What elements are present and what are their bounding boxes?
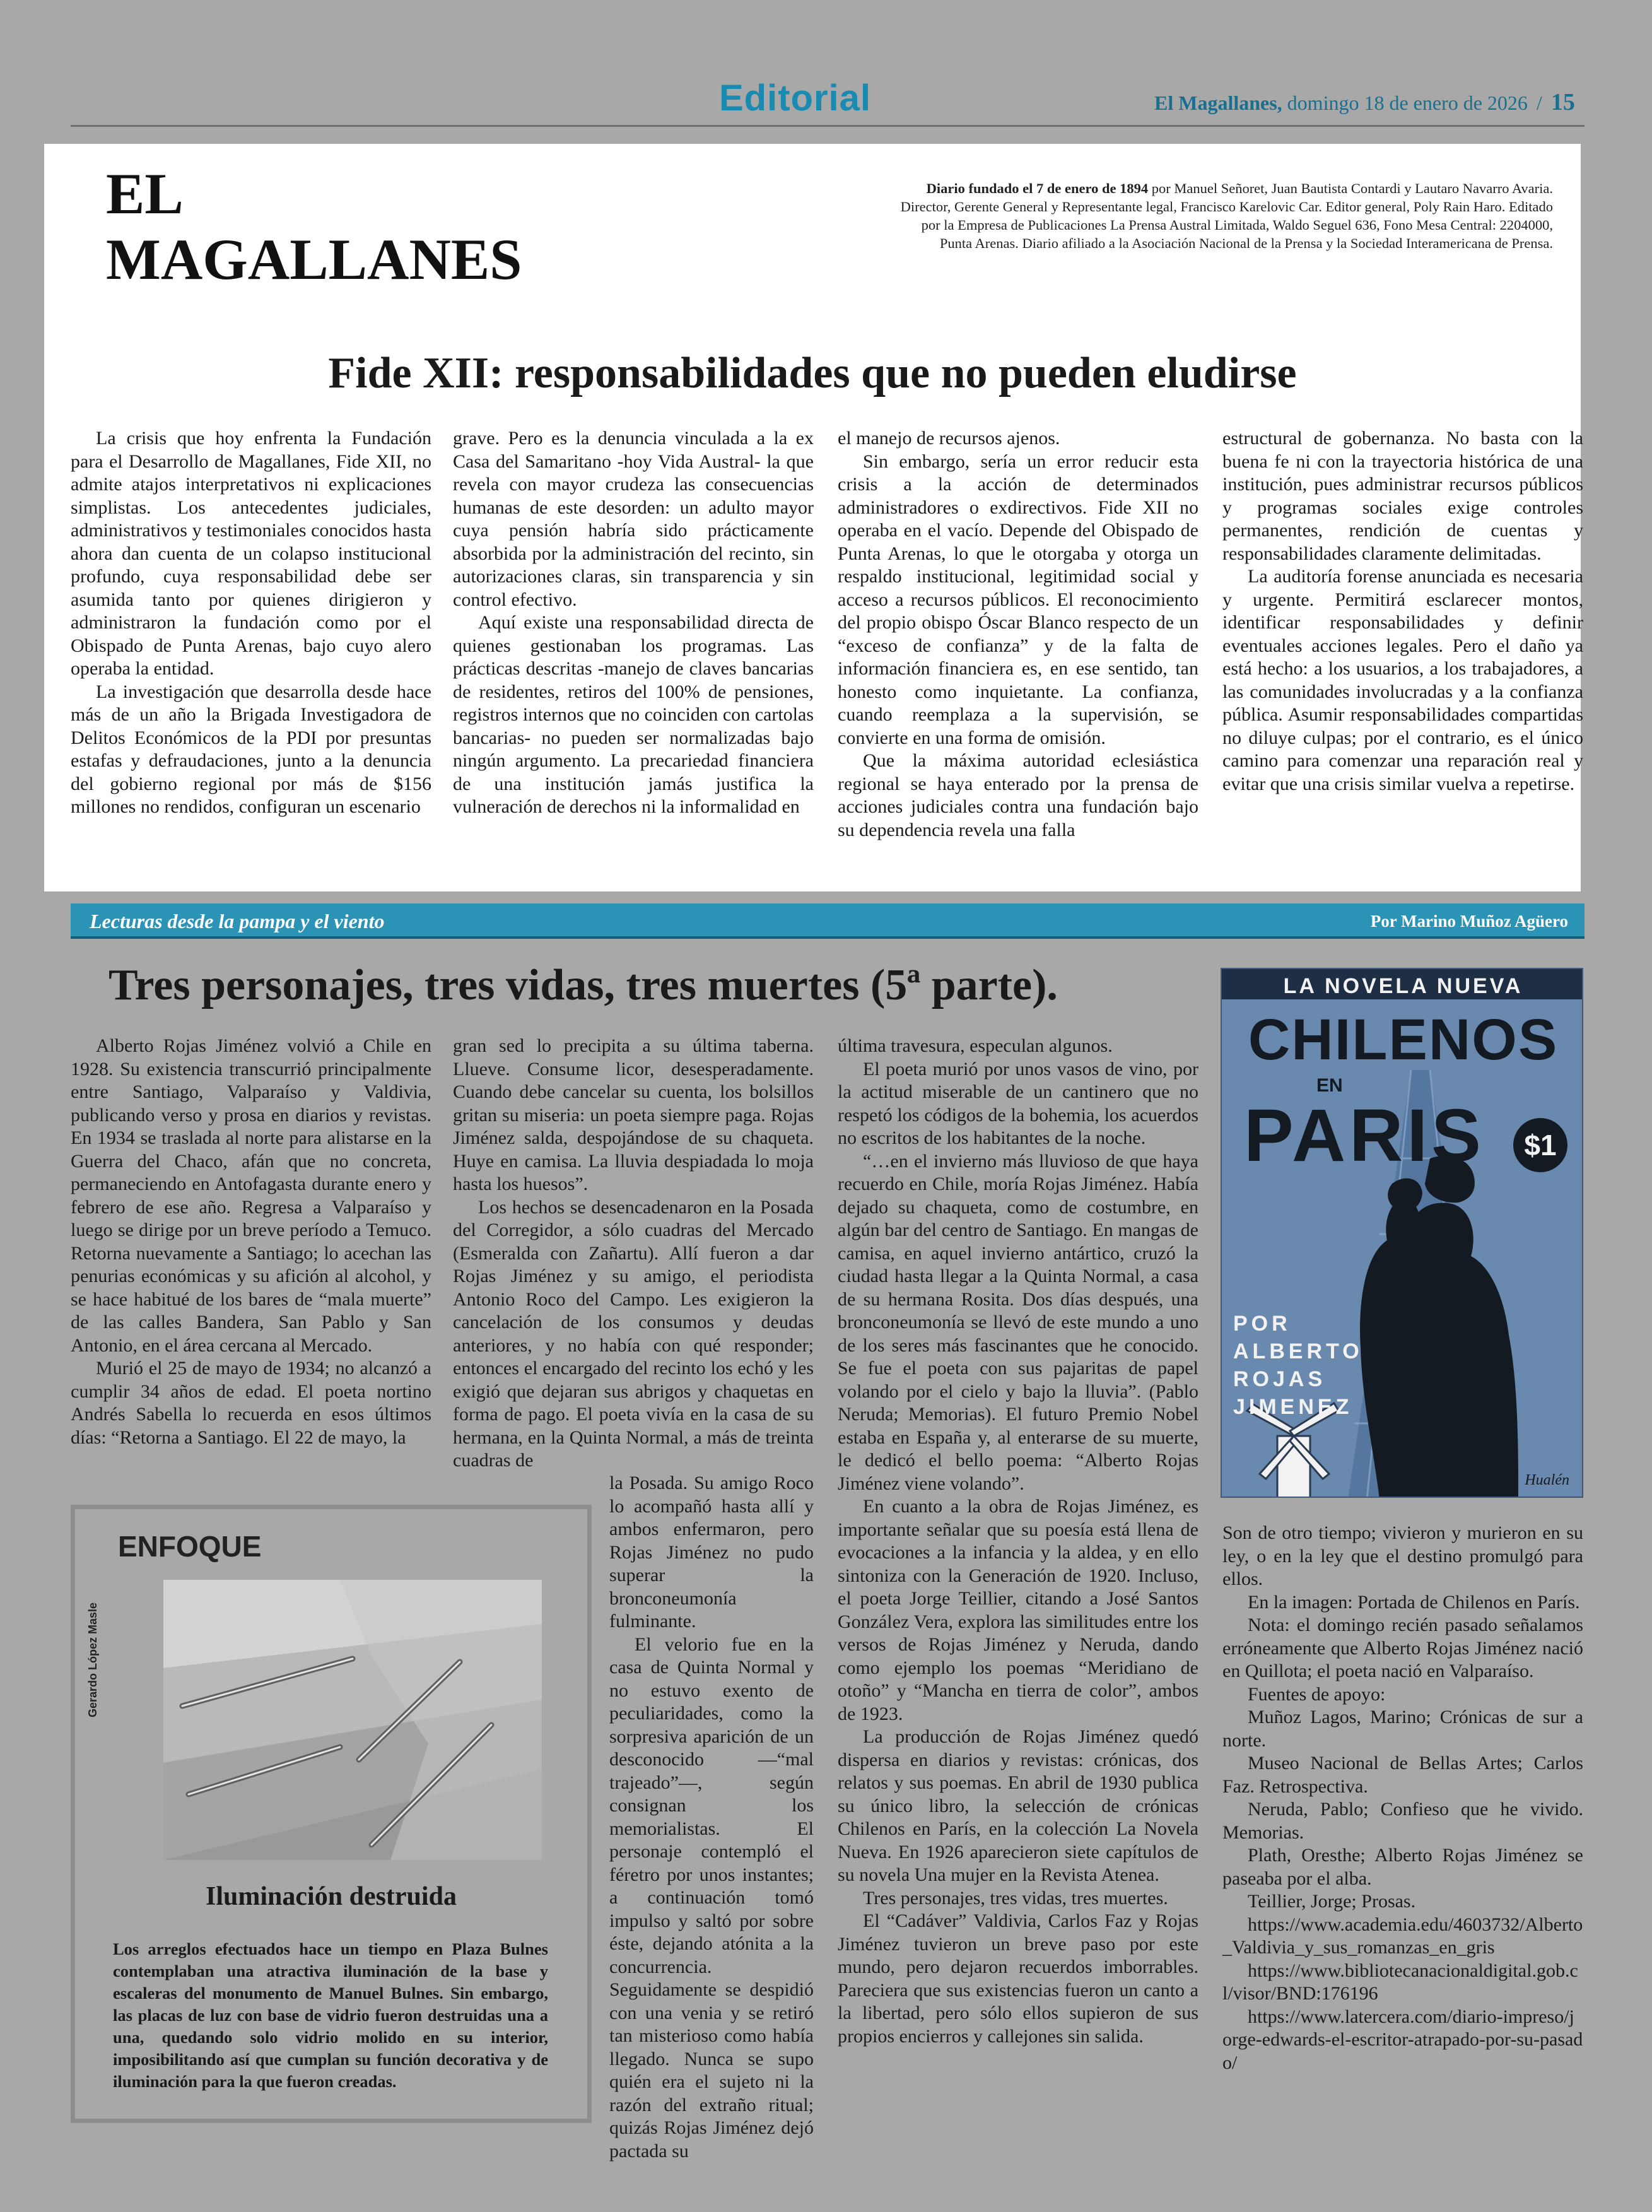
cover-title-1: CHILENOS bbox=[1248, 1008, 1559, 1072]
paragraph: Alberto Rojas Jiménez volvió a Chile en 1928. Su existencia transcurrió principalmente entre Santiago, Valparaíso y Valdivia, publicando verso y prosa en diarios y revistas. En 1934 se traslada al norte para alistarse en la Guerra del Chaco, afán que no concreta, permaneciendo en Antofagasta durante enero y febrero de ese año. Regresa a Valparaíso y luego se dirige por un breve período a Temuco. Retorna nuevamente a Santiago; lo acechan las penurias económicas y su afición al alcohol, y se hace habitué de los bares de “mala muerte” de las calles Bandera, San Pablo y San Antonio, en el área cercana al Mercado. bbox=[71, 1035, 431, 1356]
paragraph: Sin embargo, sería un error reducir esta crisis a la acción de determinados administradores o exdirectivos. Fide XII no operaba en el vacío. Depende del Obispado de Punta Arenas, lo que le otorgaba y otorga un respaldo institucional, legitimidad social y acceso a recursos públicos. El reconocimiento del propio obispo Óscar Blanco respecto de un “exceso de confianza” y de la falta de información financiera es, en ese sentido, tan honesto como inquietante. La confianza, cuando reemplaza a la supervisión, se convierte en una forma de omisión. bbox=[838, 450, 1198, 748]
paragraph: Aquí existe una responsabilidad directa de quienes gestionaban los programas. Las prácticas descritas -manejo de claves bancarias de residentes, retiros del 100% de pensiones, registros internos que no coinciden con cartolas bancarias- no pueden ser normalizadas bajo ningún argumento. La precariedad financiera de una institución jamás justifica la vulneración de derechos ni la informalidad en bbox=[453, 612, 814, 817]
editorial-col-3 bbox=[838, 427, 1198, 842]
article-headline: Tres personajes, tres vidas, tres muertes (5ª parte). bbox=[108, 961, 1058, 1009]
paragraph: Fuentes de apoyo: bbox=[1248, 1683, 1386, 1705]
editorial-headline: Fide XII: responsabilidades que no pueden eludirse bbox=[328, 349, 1297, 397]
masthead-info-founded: Diario fundado el 7 de enero de 1894 bbox=[926, 180, 1149, 196]
paragraph: estructural de gobernanza. No basta con la buena fe ni con la trayectoria histórica de una institución, pues administrar recursos públicos y programas sociales exige controles permanentes, rendición de cuentas y responsabilidades claramente delimitadas. bbox=[1222, 428, 1583, 564]
cover-author bbox=[1233, 1310, 1363, 1421]
header-page-number: 15 bbox=[1550, 89, 1575, 115]
masthead-info-rest: por Manuel Señoret, Juan Bautista Contardi y Lautaro Navarro Avaria. Director, Gerente General y Representante legal, Francisco Karelovic Car. Editor general, Poly Rain Haro. Editado por la Empresa de Publicaciones La Prensa Austral Limitada, Waldo Seguel 636, Fono Mesa Central: 2204000, Punta Arenas. Diario afiliado a la Asociación Nacional de la Prensa y la Sociedad Interamericana de Prensa. bbox=[900, 180, 1553, 251]
paragraph: última travesura, especulan algunos. bbox=[838, 1035, 1113, 1056]
cover-author-first: ALBERTO bbox=[1233, 1339, 1363, 1363]
paragraph: Murió el 25 de mayo de 1934; no alcanzó a cumplir 34 años de edad. El poeta nortino Andrés Sabella lo recuerda en esos últimos días: “Retorna a Santiago. El 22 de mayo, la bbox=[71, 1358, 431, 1448]
editorial-col-2 bbox=[453, 427, 814, 819]
article-col-4 bbox=[1222, 1522, 1583, 2074]
paragraph: La investigación que desarrolla desde hace más de un año la Brigada Investigadora de Delitos Económicos de la PDI por presuntas estafas y defraudaciones, junto a la denuncia del gobierno regional por más de $156 millones no rendidos, configuran un escenario bbox=[71, 681, 431, 817]
column-bar bbox=[71, 903, 1585, 939]
reference-link[interactable]: https://www.latercera.com/diario-impreso/jorge-edwards-el-escritor-atrapado-por-su-pasado/ bbox=[1222, 2006, 1583, 2073]
enfoque-box bbox=[71, 1505, 592, 2123]
paragraph: El velorio fue en la casa de Quinta Normal y no estuvo exento de peculiaridades, como la sorpresiva aparición de un desconocido —“mal trajeado”—, según consignan los memorialistas. El personaje contempló el féretro por unos instantes; a continuación tomó impulso y saltó por sobre éste, dejando atónita a la concurrencia. Seguidamente se despidió con una venia y se retiró tan misterioso como había llegado. Nunca se supo quién era el sujeto ni la razón del extraño ritual; quizás Rojas Jiménez dejó pactada su bbox=[609, 1633, 814, 2162]
enfoque-label: ENFOQUE bbox=[118, 1530, 262, 1563]
masthead-info bbox=[896, 179, 1553, 252]
paragraph: La crisis que hoy enfrenta la Fundación para el Desarrollo de Magallanes, Fide XII, no admite atajos interpretativos ni explicaciones simplistas. Los antecedentes judiciales, administrativos y testimoniales conocidos hasta ahora dan cuenta de un colapso institucional profundo, cuya responsabilidad debe ser asumida tanto por quienes dirigieron y administraron la fundación como por el Obispado de Punta Arenas, bajo cuyo alero operaba la entidad. bbox=[71, 428, 431, 679]
paragraph: Muñoz Lagos, Marino; Crónicas de sur a norte. bbox=[1222, 1707, 1583, 1751]
enfoque-title: Iluminación destruida bbox=[206, 1882, 457, 1911]
column-author: Por Marino Muñoz Agüero bbox=[1370, 912, 1568, 931]
article-col-3 bbox=[838, 1035, 1198, 2048]
editorial-col-4 bbox=[1222, 427, 1583, 796]
reference-link[interactable]: https://www.academia.edu/4603732/Alberto_Valdivia_y_sus_romanzas_en_gris bbox=[1222, 1914, 1583, 1958]
cover-author-por: POR bbox=[1233, 1312, 1291, 1336]
paragraph: En la imagen: Portada de Chilenos en París. bbox=[1248, 1591, 1580, 1613]
masthead-logo bbox=[106, 161, 522, 292]
paragraph: Que la máxima autoridad eclesiástica regional se haya enterado por la prensa de acciones judiciales contra una fundación bajo su dependencia revela una falla bbox=[838, 750, 1198, 840]
reference-link[interactable]: https://www.bibliotecanacionaldigital.gob.cl/visor/BND:176196 bbox=[1222, 1960, 1578, 2004]
enfoque-photo bbox=[163, 1580, 542, 1860]
cover-price: $1 bbox=[1513, 1118, 1567, 1172]
paragraph: Teillier, Jorge; Prosas. bbox=[1248, 1891, 1416, 1912]
paragraph: grave. Pero es la denuncia vinculada a la ex Casa del Samaritano -hoy Vida Austral- la que revela con mayor crudeza las consecuencias humanas de este desorden: un adulto mayor cuya pensión habría sido prácticamente absorbida por la administración del recinto, sin autorizaciones claras, sin transparencia y sin control efectivo. bbox=[453, 428, 814, 610]
header-rule bbox=[71, 125, 1585, 127]
paragraph: Neruda, Pablo; Confieso que he vivido. Memorias. bbox=[1222, 1799, 1583, 1843]
paragraph: Tres personajes, tres vidas, tres muertes. bbox=[863, 1887, 1168, 1909]
article-col-2 bbox=[453, 1035, 814, 1473]
monument-steps-image bbox=[163, 1580, 542, 1860]
article-col-1 bbox=[71, 1035, 431, 1449]
masthead-line1: EL bbox=[106, 162, 184, 226]
paragraph: Nota: el domingo recién pasado señalamos erróneamente que Alberto Rojas Jiménez nació en Quillota; el poeta nació en Valparaíso. bbox=[1222, 1615, 1583, 1681]
paragraph: la Posada. Su amigo Roco lo acompañó hasta allí y ambos enfermaron, pero Rojas Jiménez no pudo superar la bronconeumonía fulminante. bbox=[609, 1473, 814, 1632]
paragraph: gran sed lo precipita a su última taberna. Llueve. Consume licor, desesperadamente. Cuando debe cancelar su cuenta, los bolsillos gritan su miseria: un poeta siempre paga. Rojas Jiménez salda, despojándose de su chaqueta. Huye en camisa. La lluvia despiadada lo moja hasta los huesos”. bbox=[453, 1035, 814, 1194]
cover-en: EN bbox=[1316, 1075, 1343, 1096]
cover-author-last: JIMENEZ bbox=[1233, 1395, 1353, 1419]
paragraph: “…en el invierno más lluvioso de que haya recuerdo en Chile, moría Rojas Jiménez. Había dejado su chaqueta, como de costumbre, en algún bar del centro de Santiago. En mangas de camisa, en aquel invierno antártico, cruzó la ciudad hasta llegar a la Quinta Normal, a casa de su hermana Rosita. Dos días después, una bronconeumonía se llevó de este mundo a uno de los seres más fascinantes que he conocido. Se fue el poeta con sus pajaritas de papel volando por el cielo y bajo la lluvia”. (Pablo Neruda; Memorias). El futuro Premio Nobel estaba en España y, al enterarse de su muerte, le dedicó el bello poema: “Alberto Rojas Jiménez viene volando”. bbox=[838, 1150, 1198, 1494]
paragraph: el manejo de recursos ajenos. bbox=[838, 428, 1060, 449]
header-dateline bbox=[1154, 88, 1575, 116]
cover-title-2: PARIS bbox=[1244, 1094, 1485, 1177]
paragraph: La producción de Rojas Jiménez quedó dispersa en diarios y revistas: crónicas, dos relatos y sus poemas. En abril de 1930 publica su único libro, la selección de crónicas Chilenos en París, en la colección La Novela Nueva. En 1926 aparecieron siete capítulos de su novela Una mujer en la Revista Atenea. bbox=[838, 1726, 1198, 1885]
header-sep: / bbox=[1536, 91, 1542, 114]
masthead-line2: MAGALLANES bbox=[106, 227, 522, 291]
photo-credit: Gerardo López Masle bbox=[86, 1602, 99, 1717]
section-title: Editorial bbox=[719, 78, 872, 119]
column-name: Lecturas desde la pampa y el viento bbox=[90, 910, 385, 932]
paragraph: Museo Nacional de Bellas Artes; Carlos Faz. Retrospectiva. bbox=[1222, 1753, 1583, 1797]
book-cover-image bbox=[1221, 968, 1583, 1498]
cover-author-middle: ROJAS bbox=[1233, 1367, 1327, 1391]
paragraph: En cuanto a la obra de Rojas Jiménez, es importante señalar que su poesía está llena de evocaciones a la infancia y la aldea, y en ello sintoniza con la Generación de 1920. Incluso, el poeta Jorge Teillier, citando a José Santos González Vera, explora las similitudes entre los versos de Rojas Jiménez y Neruda, dando como ejemplo los poemas “Meridiano de otoño” y “Mancha en tierra de color”, ambos de 1923. bbox=[838, 1496, 1198, 1724]
paragraph: El “Cadáver” Valdivia, Carlos Faz y Rojas Jiménez tuvieron un breve paso por este mundo, pero dejaron recuerdos imborrables. Pareciera que sus existencias fueron un canto a la libertad, pero sólo ellos supieron de sus propios encierros y callejones sin salida. bbox=[838, 1910, 1198, 2047]
paragraph: Los hechos se desencadenaron en la Posada del Corregidor, a sólo cuadras del Mercado (Esmeralda con Zañartu). Allí fueron a dar Rojas Jiménez y su amigo, el periodista Antonio Roco del Campo. Les exigieron la cancelación de los consumos y deudas anteriores, y no había con qué responder; entonces el encargado del recinto los echó y les exigió que dejaran sus abrigos y chaquetas en forma de pago. El poeta vivía en la casa de su hermana, en la Quinta Normal, a más de treinta cuadras de bbox=[453, 1196, 814, 1471]
header-paper: El Magallanes, bbox=[1154, 91, 1282, 114]
cover-signature: Hualén bbox=[1525, 1472, 1569, 1488]
article-col-2b bbox=[609, 1472, 814, 2163]
cover-series: LA NOVELA NUEVA bbox=[1283, 974, 1523, 998]
header-date: domingo 18 de enero de 2026 bbox=[1287, 91, 1528, 114]
paragraph: Plath, Oresthe; Alberto Rojas Jiménez se paseaba por el alba. bbox=[1222, 1845, 1583, 1889]
enfoque-text: Los arreglos efectuados hace un tiempo en Plaza Bulnes contemplaban una atractiva iluminación de la base y escaleras del monumento de Manuel Bulnes. Sin embargo, las placas de luz con base de vidrio fueron destruidas una a una, quedando solo vidrio molido en su interior, imposibilitando así que cumplan su función decorativa y de iluminación para la que fueron creadas. bbox=[113, 1939, 548, 2091]
paragraph: La auditoría forense anunciada es necesaria y urgente. Permitirá esclarecer montos, identificar responsabilidades y definir eventuales acciones legales. Pero el daño ya está hecho: a los usuarios, a los trabajadores, a las comunidades involucradas y a la confianza pública. Asumir responsabilidades compartidas no diluye culpas; por el contrario, es el único camino para comenzar una reparación real y evitar que una crisis similar vuelva a repetirse. bbox=[1222, 566, 1583, 794]
paragraph: El poeta murió por unos vasos de vino, por la actitud miserable de un cantinero que no respetó los códigos de la bohemia, los acuerdos no escritos de los habitantes de la noche. bbox=[838, 1058, 1198, 1148]
paragraph: Son de otro tiempo; vivieron y murieron en su ley, o en la ley que el destino promulgó para ellos. bbox=[1222, 1522, 1583, 1589]
editorial-col-1 bbox=[71, 427, 431, 819]
